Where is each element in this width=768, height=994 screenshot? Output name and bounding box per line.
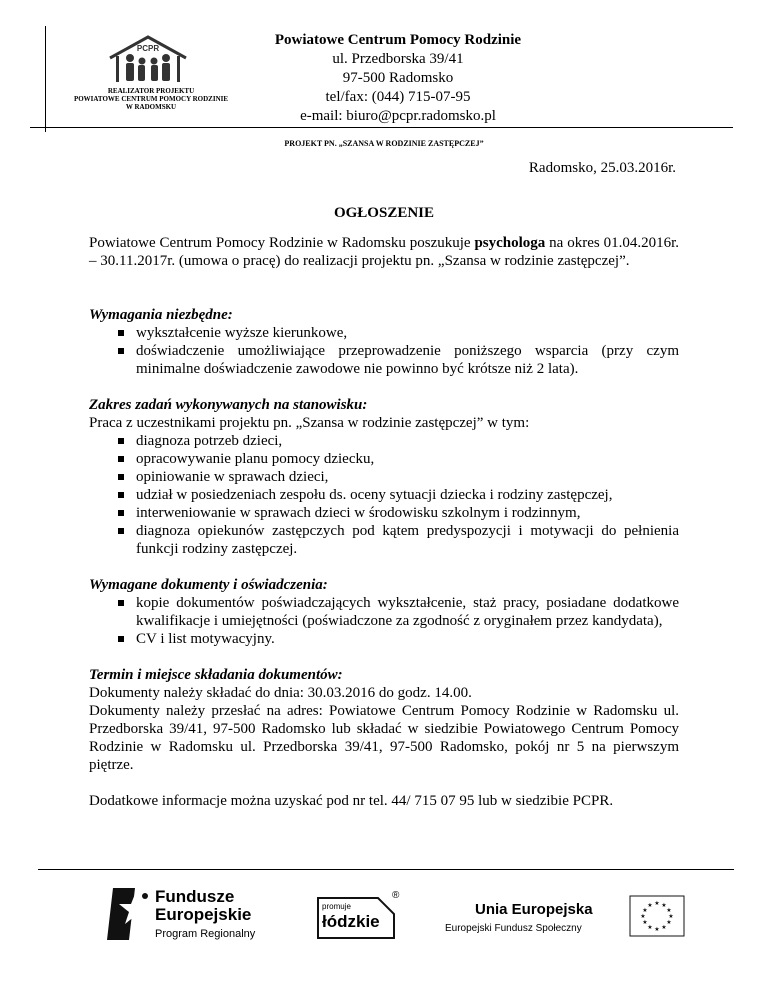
org-email: e-mail: biuro@pcpr.radomsko.pl (300, 108, 496, 124)
duties-title: Zakres zadań wykonywanych na stanowisku: (89, 397, 368, 413)
realizator-block (56, 87, 246, 111)
fe-line2: Europejskie (155, 905, 252, 924)
documents-list (89, 594, 679, 648)
lodzkie-big: łódzkie (322, 912, 380, 931)
svg-text:★: ★ (666, 907, 672, 914)
svg-text:★: ★ (661, 902, 667, 909)
list-item: interweniowanie w sprawach dzieci w środowisku szkolnym i rodzinnym, (89, 504, 679, 522)
page-title: OGŁOSZENIE (333, 205, 435, 221)
project-line: PROJEKT PN. „SZANSA W RODZINIE ZASTĘPCZEJ” (284, 139, 484, 148)
list-item: udział w posiedzeniach zespołu ds. oceny sytuacji dziecka i rodziny zastępczej, (89, 486, 679, 504)
svg-text:★: ★ (666, 919, 672, 926)
svg-text:★: ★ (642, 907, 648, 914)
list-item: opiniowanie w sprawach dzieci, (89, 468, 679, 486)
deadline-line2: Dokumenty należy przesłać na adres: Powiatowe Centrum Pomocy Rodzinie w Radomsku ul. Przedborska 39/41, 97-500 Radomsko lub składać w siedzibie Powiatowego Centrum Pomocy Rodzinie w Radomsku ul. Przedborska 39/41, 97-500 Radomsko, pokój nr 5 na pierwszym piętrze. (89, 703, 679, 773)
list-item: diagnoza potrzeb dzieci, (89, 432, 679, 450)
pcpr-logo-text: PCPR (136, 44, 160, 53)
organization-block (266, 31, 530, 126)
deadline-line1: Dokumenty należy składać do dnia: 30.03.2016 do godz. 14.00. (89, 685, 472, 701)
duties-list (89, 432, 679, 558)
documents-title: Wymagane dokumenty i oświadczenia: (89, 577, 328, 593)
org-name: Powiatowe Centrum Pomocy Rodzinie (274, 32, 522, 48)
fe-line3: Program Regionalny (155, 928, 256, 940)
promuje-lodzkie-logo (312, 890, 404, 942)
svg-text:★: ★ (668, 913, 674, 920)
pcpr-logo (106, 34, 190, 84)
lodzkie-small: promuje (322, 902, 351, 911)
org-city: 97-500 Radomsko (342, 70, 454, 86)
list-item: CV i list motywacyjny. (89, 630, 679, 648)
deadline-title: Termin i miejsce składania dokumentów: (89, 667, 343, 683)
list-item: wykształcenie wyższe kierunkowe, (89, 324, 679, 342)
eu-line1: Unia Europejska (475, 901, 593, 918)
intro-position: psychologa (474, 235, 546, 251)
svg-text:★: ★ (642, 919, 648, 926)
additional-info: Dodatkowe informacje można uzyskać pod nr tel. 44/ 715 07 95 lub w siedzibie PCPR. (89, 793, 614, 809)
eu-line2: Europejski Fundusz Społeczny (445, 923, 582, 934)
intro-part2: na okres 01.04.2016r. – 30.11.2017r. (umowa o pracę) do realizacji projektu pn. „Szansa w rodzinie zastępczej”. (89, 235, 679, 269)
fundusze-europejskie-logo (107, 884, 277, 946)
list-item: opracowywanie planu pomocy dziecku, (89, 450, 679, 468)
eu-flag-icon (629, 895, 685, 937)
realizator-line: REALIZATOR PROJEKTU (107, 87, 195, 95)
unia-europejska-text (445, 901, 625, 941)
intro-part1: Powiatowe Centrum Pomocy Rodzinie w Radomsku poszukuje (89, 235, 475, 251)
list-item: doświadczenie umożliwiające przeprowadzenie poniższego wsparcia (przy czym minimalne doświadczenie zawodowe nie powinno być krótsze niż 2 lata). (89, 342, 679, 378)
document-date: Radomsko, 25.03.2016r. (528, 160, 676, 176)
svg-text:★: ★ (640, 913, 646, 920)
lodzkie-registered: ® (392, 890, 400, 901)
footer-rule (38, 869, 734, 870)
svg-text:★: ★ (647, 902, 653, 909)
svg-text:★: ★ (647, 924, 653, 931)
org-phone: tel/fax: (044) 715-07-95 (325, 89, 471, 105)
header-horizontal-rule (30, 127, 733, 128)
requirements-title: Wymagania niezbędne: (89, 307, 233, 323)
list-item: diagnoza opiekunów zastępczych pod kątem predyspozycji i motywacji do pełnienia funkcji rodziny zastępczej. (89, 522, 679, 558)
list-item: kopie dokumentów poświadczających wykształcenie, staż pracy, posiadane dodatkowe kwalifikacje i umiejętności (poświadczone za zgodność z oryginałem przez kandydata), (89, 594, 679, 630)
svg-text:★: ★ (654, 900, 660, 907)
duties-lead: Praca z uczestnikami projektu pn. „Szansa w rodzinie zastępczej” w tym: (89, 415, 530, 431)
announcement-body (89, 234, 679, 810)
svg-text:★: ★ (654, 926, 660, 933)
realizator-line: W RADOMSKU (125, 103, 177, 111)
header-vertical-rule (45, 26, 46, 132)
intro-paragraph (89, 234, 679, 270)
requirements-list (89, 324, 679, 378)
org-address: ul. Przedborska 39/41 (332, 51, 464, 67)
fe-line1: Fundusze (155, 887, 235, 906)
fe-emblem-icon (107, 886, 155, 942)
realizator-line: POWIATOWE CENTRUM POMOCY RODZINIE (73, 95, 229, 103)
svg-text:★: ★ (661, 924, 667, 931)
